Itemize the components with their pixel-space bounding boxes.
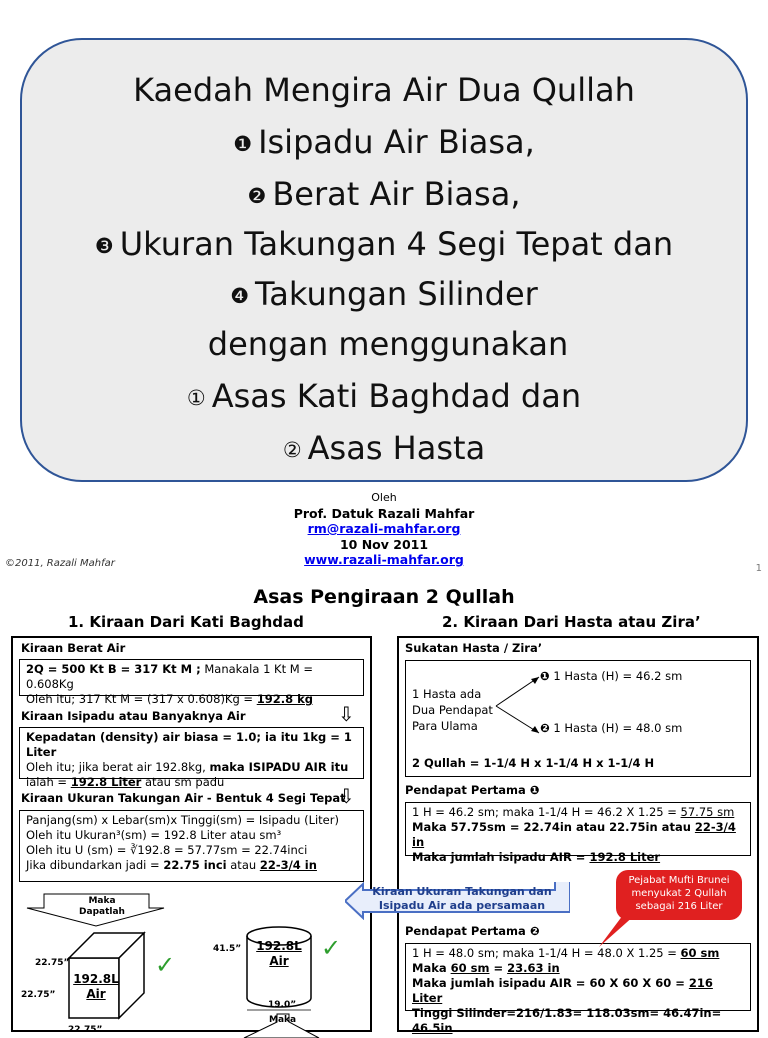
title-item-1: ❶ Isipadu Air Biasa, — [233, 123, 535, 161]
cylinder-height: 41.5” — [213, 944, 242, 954]
cube-dim-a: 22.75” — [35, 958, 70, 968]
red-pointer — [595, 915, 635, 955]
slide-title: Kaedah Mengira Air Dua Qullah — [133, 71, 635, 109]
left-sec3-title: Kiraan Ukuran Takungan Air - Bentuk 4 Segi Tepat — [21, 791, 346, 805]
blue-callout-text: Kiraan Ukuran Takungan dan Isipadu Air ada persamaan — [372, 885, 552, 912]
bullet-icon: ❹ — [230, 284, 250, 308]
right-heading: 2. Kiraan Dari Hasta atau Zira’ — [442, 613, 701, 631]
p1-title: Pendapat Pertama ❶ — [405, 783, 540, 797]
left-heading: 1. Kiraan Dari Kati Baghdad — [68, 613, 304, 631]
left-sec2-box: Kepadatan (density) air biasa = 1.0; ia itu 1kg = 1 Liter Oleh itu; jika berat air 192.8kg, maka ISIPADU AIR itu ialah = 192.8 Liter atau sm padu — [19, 727, 364, 779]
right-sec1-title: Sukatan Hasta / Zira’ — [405, 641, 543, 655]
title-item-2: ❷ Berat Air Biasa, — [247, 175, 521, 213]
date-text: 10 Nov 2011 — [339, 536, 429, 552]
copyright-text: ©2011, Razali Mahfar — [5, 558, 115, 569]
bullet-icon: ❶ — [540, 669, 550, 683]
left-sec1-box: 2Q = 500 Kt B = 317 Kt M ; Manakala 1 Kt M = 0.608Kg Oleh itu; 317 Kt M = (317 x 0.608)Kg = 192.8 kg — [19, 659, 364, 696]
check-icon: ✓ — [321, 934, 342, 962]
red-callout: Pejabat Mufti Brunei menyukat 2 Qullah sebagai 216 Liter — [616, 870, 742, 920]
title-base-2: ② Asas Hasta — [282, 429, 486, 467]
p2-title: Pendapat Pertama ❷ — [405, 924, 540, 938]
cube-dim-b: 22.75” — [21, 990, 56, 1000]
hasta-option-1: ❶ 1 Hasta (H) = 46.2 sm — [540, 669, 683, 683]
bullet-icon: ❷ — [247, 184, 267, 208]
left-sec3-box: Panjang(sm) x Lebar(sm)x Tinggi(sm) = Isipadu (Liter) Oleh itu Ukuran³(sm) = 192.8 Liter atau sm³ Oleh itu U (sm) = ∛192.8 = 57.77sm = 22.74inci Jika dibundarkan jadi = 22.75 inci atau 22-3/4 in — [19, 810, 364, 882]
check-icon: ✓ — [155, 951, 176, 979]
bullet-icon: ❶ — [233, 132, 253, 156]
shapes-diagram — [19, 888, 364, 1038]
hasta-box: 1 Hasta ada Dua Pendapat Para Ulama ❶ 1 Hasta (H) = 46.2 sm ❷ 1 Hasta (H) = 48.0 sm 2 Qullah = 1-1/4 H x 1-1/4 H x 1-1/4 H — [405, 660, 751, 777]
bullet-icon: ❷ — [540, 721, 550, 735]
bottom-arrow-label: Maka — [269, 1015, 297, 1025]
title-item-4: ❹ Takungan Silinder — [230, 275, 538, 313]
qullah-formula: 2 Qullah = 1-1/4 H x 1-1/4 H x 1-1/4 H — [412, 756, 655, 770]
title-base-1: ① Asas Kati Baghdad dan — [186, 377, 582, 415]
title-connector: dengan menggunakan — [207, 325, 569, 363]
credit-block — [0, 490, 768, 568]
bullet-icon: ① — [186, 386, 206, 410]
slide2-title: Asas Pengiraan 2 Qullah — [253, 586, 515, 608]
cube-top-label: Maka Dapatlah — [79, 896, 125, 917]
down-arrow-icon: ⇩ — [338, 784, 355, 808]
down-arrow-icon: ⇩ — [338, 702, 355, 726]
blue-callout — [345, 882, 570, 920]
email-link[interactable]: rm@razali-mahfar.org — [307, 521, 461, 536]
title-item-3: ❸ Ukuran Takungan 4 Segi Tepat dan — [94, 225, 674, 263]
left-panel — [11, 636, 372, 1035]
page-number: 1 — [755, 563, 762, 574]
bullet-icon: ② — [282, 438, 302, 462]
p2-box: 1 H = 48.0 sm; maka 1-1/4 H = 48.0 X 1.25 = 60 sm Maka 60 sm = 23.63 in Maka jumlah isipadu AIR = 60 X 60 X 60 = 216 Liter Tinggi Silinder=216/1.83= 118.03sm= 46.47in= 46.5in — [405, 943, 751, 1011]
slide-2 — [0, 580, 768, 1035]
left-sec2-title: Kiraan Isipadu atau Banyaknya Air — [21, 709, 246, 723]
by-label: Oleh — [371, 491, 397, 504]
bullet-icon: ❶ — [529, 783, 540, 797]
bullet-icon: ❷ — [529, 924, 540, 938]
p1-box: 1 H = 46.2 sm; maka 1-1/4 H = 46.2 X 1.25 = 57.75 sm Maka 57.75sm = 22.74in atau 22.75in atau 22-3/4 in Maka jumlah isipadu AIR = 192.8 Liter — [405, 802, 751, 856]
right-panel — [397, 636, 759, 1035]
left-sec1-title: Kiraan Berat Air — [21, 641, 126, 655]
cylinder-label: 192.8L Air — [256, 939, 302, 968]
cylinder-diameter: 19.0” — [268, 1000, 297, 1010]
bullet-icon: ❸ — [94, 234, 114, 258]
website-link[interactable]: www.razali-mahfar.org — [304, 552, 464, 567]
title-box — [20, 38, 748, 482]
cube-dim-c: 22.75” — [68, 1025, 103, 1035]
cube-label: 192.8L Air — [73, 972, 119, 1001]
author-name: Prof. Datuk Razali Mahfar — [293, 505, 475, 521]
hasta-option-2: ❷ 1 Hasta (H) = 48.0 sm — [540, 721, 683, 735]
